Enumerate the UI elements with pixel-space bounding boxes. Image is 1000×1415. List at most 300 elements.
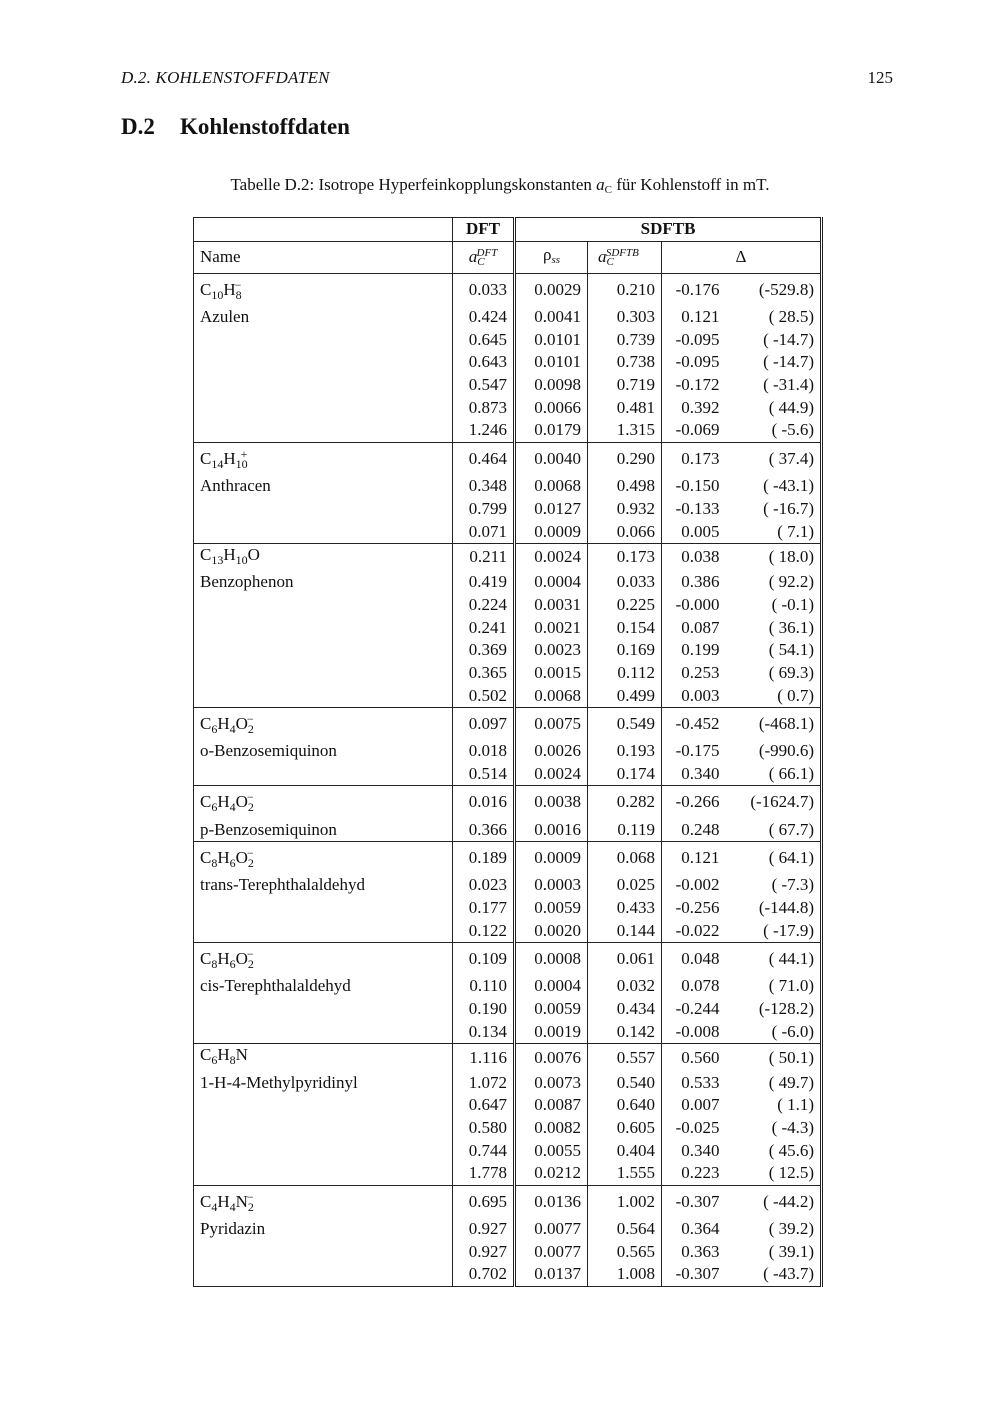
table-row	[194, 919, 822, 942]
dft-a-value: 0.033	[453, 273, 515, 306]
empty-cell	[194, 1263, 453, 1286]
table-row	[194, 396, 822, 419]
delta-value: 0.121	[681, 307, 720, 327]
delta-percent-value: ( -14.7)	[726, 328, 822, 351]
header-dft-a-symbol: a	[468, 246, 478, 266]
molecule-formula: $C_6H_8N$	[194, 1044, 453, 1072]
sdftb-a-value: 0.066	[588, 520, 662, 543]
sdftb-a-value: 0.932	[588, 498, 662, 521]
empty-cell	[194, 919, 453, 942]
rho-ss-value: 0.0073	[515, 1071, 588, 1094]
molecule-name: Pyridazin	[194, 1218, 453, 1241]
rho-ss-value: 0.0019	[515, 1021, 588, 1044]
rho-ss-value: 0.0055	[515, 1139, 588, 1162]
molecule-name: 1-H-4-Methylpyridinyl	[194, 1071, 453, 1094]
delta-percent-value: ( 37.4)	[726, 442, 822, 475]
table-row	[194, 1094, 822, 1117]
table-row	[194, 818, 822, 841]
empty-cell	[194, 763, 453, 786]
delta-value: 0.048	[662, 943, 726, 976]
rho-ss-value: 0.0024	[515, 763, 588, 786]
sdftb-a-value: 1.002	[588, 1185, 662, 1218]
delta-percent-value: ( 44.9)	[726, 396, 822, 419]
sdftb-a-value: 0.068	[588, 842, 662, 875]
molecule-formula: $C_8H_6O_2^-$	[194, 943, 453, 976]
dft-a-value: 0.097	[453, 708, 515, 741]
table-row	[194, 351, 822, 374]
section-title: Kohlenstoffdaten	[180, 114, 350, 139]
table-caption	[0, 175, 1000, 196]
delta-value: 0.392	[681, 397, 720, 417]
table-row	[194, 419, 822, 442]
molecule-name: o-Benzosemiquinon	[194, 740, 453, 763]
delta-percent-value: ( -4.3)	[726, 1117, 822, 1140]
delta-percent-value: ( 69.3)	[726, 662, 822, 685]
molecule-name: trans-Terephthalaldehyd	[194, 874, 453, 897]
delta-value: 0.038	[662, 543, 726, 571]
dft-a-value: 0.702	[453, 1263, 515, 1286]
delta-value: -0.175	[675, 741, 720, 761]
caption-suffix: für Kohlenstoff in mT.	[611, 175, 770, 194]
delta-value: 0.173	[662, 442, 726, 475]
rho-ss-value: 0.0068	[515, 684, 588, 707]
delta-percent-value: ( 18.0)	[726, 543, 822, 571]
delta-value: 0.560	[662, 1044, 726, 1072]
delta-percent-value: ( 28.5)	[726, 306, 822, 329]
empty-cell	[194, 498, 453, 521]
sdftb-a-value: 0.719	[588, 374, 662, 397]
delta-value: -0.150	[675, 476, 720, 496]
delta-percent-value: ( 66.1)	[726, 763, 822, 786]
dft-a-value: 0.873	[453, 396, 515, 419]
empty-cell	[194, 520, 453, 543]
sdftb-a-value: 0.739	[588, 328, 662, 351]
molecule-formula: $C_6H_4O_2^-$	[194, 708, 453, 741]
empty-cell	[194, 374, 453, 397]
dft-a-value: 0.369	[453, 639, 515, 662]
dft-a-value: 0.018	[453, 740, 515, 763]
delta-percent-value: (-1624.7)	[726, 786, 822, 819]
molecule-name: Anthracen	[194, 475, 453, 498]
rho-ss-value: 0.0041	[515, 306, 588, 329]
caption-prefix: Tabelle D.2: Isotrope Hyperfeinkopplungskonstanten	[230, 175, 597, 194]
dft-a-value: 0.109	[453, 943, 515, 976]
sdftb-a-value: 1.008	[588, 1263, 662, 1286]
delta-percent-value: ( -43.7)	[726, 1263, 822, 1286]
empty-cell	[194, 1094, 453, 1117]
dft-a-value: 0.645	[453, 328, 515, 351]
delta-percent-value: (-128.2)	[726, 998, 822, 1021]
table-row	[194, 442, 822, 475]
delta-percent-value: ( -16.7)	[726, 498, 822, 521]
delta-value: 0.386	[681, 572, 720, 592]
empty-cell	[194, 351, 453, 374]
sdftb-a-value: 0.557	[588, 1044, 662, 1072]
empty-cell	[194, 639, 453, 662]
delta-percent-value: ( 1.1)	[726, 1094, 822, 1117]
delta-value: -0.025	[675, 1117, 720, 1137]
header-sdftb: SDFTB	[515, 218, 822, 242]
rho-ss-value: 0.0136	[515, 1185, 588, 1218]
molecule-formula: $C_{13}H_{10}O$	[194, 543, 453, 571]
rho-ss-value: 0.0009	[515, 842, 588, 875]
dft-a-value: 0.464	[453, 442, 515, 475]
rho-ss-value: 0.0127	[515, 498, 588, 521]
delta-percent-value: ( 44.1)	[726, 943, 822, 976]
sdftb-a-value: 0.174	[588, 763, 662, 786]
sdftb-a-value: 0.498	[588, 475, 662, 498]
sdftb-a-value: 0.144	[588, 919, 662, 942]
dft-a-value: 0.927	[453, 1240, 515, 1263]
delta-percent-value: ( -17.9)	[726, 919, 822, 942]
header-name: Name	[194, 241, 453, 273]
rho-ss-value: 0.0008	[515, 943, 588, 976]
sdftb-a-value: 0.142	[588, 1021, 662, 1044]
rho-ss-value: 0.0024	[515, 543, 588, 571]
delta-percent-value: (-990.6)	[726, 740, 822, 763]
dft-a-value: 0.016	[453, 786, 515, 819]
rho-ss-value: 0.0098	[515, 374, 588, 397]
delta-percent-value: ( 39.2)	[726, 1218, 822, 1241]
rho-ss-value: 0.0029	[515, 273, 588, 306]
section-heading	[121, 114, 350, 140]
delta-value: 0.223	[681, 1163, 720, 1183]
sdftb-a-value: 0.303	[588, 306, 662, 329]
table-row	[194, 1021, 822, 1044]
delta-percent-value: ( 0.7)	[726, 684, 822, 707]
empty-cell	[194, 616, 453, 639]
delta-value: -0.022	[675, 920, 720, 940]
rho-ss-value: 0.0026	[515, 740, 588, 763]
delta-percent-value: ( 12.5)	[726, 1162, 822, 1185]
table-row	[194, 786, 822, 819]
delta-value: -0.095	[675, 352, 720, 372]
rho-ss-value: 0.0179	[515, 419, 588, 442]
table-row	[194, 594, 822, 617]
delta-percent-value: ( 50.1)	[726, 1044, 822, 1072]
sdftb-a-value: 0.112	[588, 662, 662, 685]
sdftb-a-value: 0.032	[588, 975, 662, 998]
rho-ss-value: 0.0101	[515, 328, 588, 351]
table-row	[194, 763, 822, 786]
dft-a-value: 0.799	[453, 498, 515, 521]
table-row	[194, 975, 822, 998]
table-row	[194, 684, 822, 707]
dft-a-value: 0.071	[453, 520, 515, 543]
table-row	[194, 498, 822, 521]
rho-ss-value: 0.0004	[515, 571, 588, 594]
dft-a-value: 0.424	[453, 306, 515, 329]
empty-cell	[194, 684, 453, 707]
delta-percent-value: ( 54.1)	[726, 639, 822, 662]
dft-a-value: 0.643	[453, 351, 515, 374]
delta-value: 0.005	[681, 521, 720, 541]
rho-ss-value: 0.0076	[515, 1044, 588, 1072]
molecule-formula: $C_6H_4O_2^-$	[194, 786, 453, 819]
rho-ss-value: 0.0009	[515, 520, 588, 543]
header-rho-sub: ss	[551, 253, 561, 266]
caption-symbol: a	[596, 175, 605, 194]
dft-a-value: 0.744	[453, 1139, 515, 1162]
molecule-formula: $C_4H_4N_2^-$	[194, 1185, 453, 1218]
header-rho-symbol: ρ	[542, 244, 552, 264]
dft-a-value: 0.695	[453, 1185, 515, 1218]
empty-cell	[194, 1139, 453, 1162]
header-rho	[515, 241, 588, 273]
empty-cell	[194, 897, 453, 920]
dft-a-value: 0.211	[453, 543, 515, 571]
table-row	[194, 708, 822, 741]
delta-percent-value: ( 7.1)	[726, 520, 822, 543]
table-row	[194, 1117, 822, 1140]
header-dft: DFT	[453, 218, 515, 242]
rho-ss-value: 0.0016	[515, 818, 588, 841]
rho-ss-value: 0.0075	[515, 708, 588, 741]
empty-cell	[194, 419, 453, 442]
dft-a-value: 1.072	[453, 1071, 515, 1094]
rho-ss-value: 0.0212	[515, 1162, 588, 1185]
sdftb-a-value: 0.549	[588, 708, 662, 741]
dft-a-value: 1.778	[453, 1162, 515, 1185]
dft-a-value: 0.224	[453, 594, 515, 617]
dft-a-value: 0.177	[453, 897, 515, 920]
delta-value: -0.000	[675, 594, 720, 614]
delta-value: 0.248	[681, 819, 720, 839]
sdftb-a-value: 0.605	[588, 1117, 662, 1140]
rho-ss-value: 0.0059	[515, 998, 588, 1021]
header-dft-a-sup: DFT	[476, 246, 498, 259]
delta-percent-value: ( 92.2)	[726, 571, 822, 594]
dft-a-value: 0.366	[453, 818, 515, 841]
table-row	[194, 616, 822, 639]
sdftb-a-value: 1.315	[588, 419, 662, 442]
delta-value: 0.363	[681, 1241, 720, 1261]
delta-value: 0.087	[681, 617, 720, 637]
molecule-formula: $C_{14}H_{10}^+$	[194, 442, 453, 475]
delta-percent-value: (-144.8)	[726, 897, 822, 920]
dft-a-value: 0.547	[453, 374, 515, 397]
table-group-header-row	[194, 218, 822, 242]
delta-percent-value: ( -43.1)	[726, 475, 822, 498]
delta-percent-value: ( -5.6)	[726, 419, 822, 442]
rho-ss-value: 0.0004	[515, 975, 588, 998]
rho-ss-value: 0.0101	[515, 351, 588, 374]
dft-a-value: 0.927	[453, 1218, 515, 1241]
empty-cell	[194, 998, 453, 1021]
rho-ss-value: 0.0003	[515, 874, 588, 897]
sdftb-a-value: 0.173	[588, 543, 662, 571]
molecule-formula: $C_{10}H_8^-$	[194, 273, 453, 306]
delta-value: 0.340	[681, 764, 720, 784]
delta-value: 0.121	[662, 842, 726, 875]
table-row	[194, 874, 822, 897]
table-row	[194, 374, 822, 397]
delta-value: -0.307	[662, 1185, 726, 1218]
header-sdftb-a	[588, 241, 662, 273]
delta-percent-value: (-529.8)	[726, 273, 822, 306]
molecule-name: cis-Terephthalaldehyd	[194, 975, 453, 998]
section-number: D.2	[121, 114, 155, 139]
sdftb-a-value: 0.290	[588, 442, 662, 475]
table-row	[194, 1240, 822, 1263]
dft-a-value: 0.023	[453, 874, 515, 897]
table-row	[194, 475, 822, 498]
delta-value: 0.007	[681, 1095, 720, 1115]
rho-ss-value: 0.0068	[515, 475, 588, 498]
sdftb-a-value: 0.169	[588, 639, 662, 662]
sdftb-a-value: 0.282	[588, 786, 662, 819]
running-head-section: D.2. KOHLENSTOFFDATEN	[121, 68, 330, 87]
dft-a-value: 0.348	[453, 475, 515, 498]
molecule-name: Azulen	[194, 306, 453, 329]
sdftb-a-value: 0.499	[588, 684, 662, 707]
table-row	[194, 328, 822, 351]
table-row	[194, 740, 822, 763]
empty-cell	[194, 1021, 453, 1044]
sdftb-a-value: 0.033	[588, 571, 662, 594]
delta-value: 0.253	[681, 662, 720, 682]
molecule-name: p-Benzosemiquinon	[194, 818, 453, 841]
caption-symbol-sub: C	[604, 184, 612, 196]
delta-value: -0.095	[675, 329, 720, 349]
delta-percent-value: ( 36.1)	[726, 616, 822, 639]
rho-ss-value: 0.0038	[515, 786, 588, 819]
dft-a-value: 0.365	[453, 662, 515, 685]
dft-a-value: 0.122	[453, 919, 515, 942]
delta-value: -0.133	[675, 498, 720, 518]
delta-value: 0.078	[681, 976, 720, 996]
delta-value: -0.307	[662, 1263, 726, 1286]
sdftb-a-value: 1.555	[588, 1162, 662, 1185]
table-row	[194, 1071, 822, 1094]
delta-percent-value: ( -7.3)	[726, 874, 822, 897]
molecule-formula: $C_8H_6O_2^-$	[194, 842, 453, 875]
table-row	[194, 639, 822, 662]
sdftb-a-value: 0.640	[588, 1094, 662, 1117]
delta-value: 0.364	[681, 1218, 720, 1238]
table-row	[194, 520, 822, 543]
rho-ss-value: 0.0077	[515, 1240, 588, 1263]
table-row	[194, 998, 822, 1021]
delta-value: -0.172	[675, 375, 720, 395]
table-row	[194, 943, 822, 976]
empty-cell	[194, 1162, 453, 1185]
rho-ss-value: 0.0031	[515, 594, 588, 617]
sdftb-a-value: 0.119	[588, 818, 662, 841]
sdftb-a-value: 0.540	[588, 1071, 662, 1094]
delta-value: 0.340	[681, 1140, 720, 1160]
dft-a-value: 0.514	[453, 763, 515, 786]
delta-value: -0.176	[662, 273, 726, 306]
delta-percent-value: ( 67.7)	[726, 818, 822, 841]
sdftb-a-value: 0.481	[588, 396, 662, 419]
table-body	[194, 273, 822, 1286]
dft-a-value: 0.134	[453, 1021, 515, 1044]
empty-cell	[194, 662, 453, 685]
rho-ss-value: 0.0077	[515, 1218, 588, 1241]
table-row	[194, 842, 822, 875]
dft-a-value: 0.502	[453, 684, 515, 707]
delta-percent-value: ( -0.1)	[726, 594, 822, 617]
table-row	[194, 1139, 822, 1162]
table-row	[194, 273, 822, 306]
molecule-name: Benzophenon	[194, 571, 453, 594]
dft-a-value: 1.246	[453, 419, 515, 442]
running-head	[121, 68, 893, 88]
rho-ss-value: 0.0087	[515, 1094, 588, 1117]
empty-cell	[194, 1240, 453, 1263]
delta-percent-value: ( -44.2)	[726, 1185, 822, 1218]
table-column-header-row	[194, 241, 822, 273]
delta-percent-value: ( -31.4)	[726, 374, 822, 397]
hyperfine-table	[193, 217, 823, 1287]
header-delta: Δ	[662, 241, 822, 273]
header-sdftb-a-sup: SDFTB	[605, 246, 639, 259]
delta-percent-value: ( 45.6)	[726, 1139, 822, 1162]
delta-value: -0.069	[675, 420, 720, 440]
delta-percent-value: ( 49.7)	[726, 1071, 822, 1094]
sdftb-a-value: 0.193	[588, 740, 662, 763]
table-row	[194, 543, 822, 571]
dft-a-value: 0.241	[453, 616, 515, 639]
header-dft-a	[453, 241, 515, 273]
sdftb-a-value: 0.738	[588, 351, 662, 374]
delta-value: -0.266	[662, 786, 726, 819]
dft-a-value: 1.116	[453, 1044, 515, 1072]
rho-ss-value: 0.0040	[515, 442, 588, 475]
empty-cell	[194, 1117, 453, 1140]
delta-value: -0.256	[675, 898, 720, 918]
table-row	[194, 571, 822, 594]
header-sdftb-a-sub: C	[606, 255, 614, 268]
table-row	[194, 1044, 822, 1072]
sdftb-a-value: 0.210	[588, 273, 662, 306]
dft-a-value: 0.647	[453, 1094, 515, 1117]
table-row	[194, 662, 822, 685]
delta-percent-value: ( 39.1)	[726, 1240, 822, 1263]
delta-value: 0.533	[681, 1072, 720, 1092]
table-row	[194, 1263, 822, 1286]
header-sdftb-a-symbol: a	[598, 246, 607, 266]
empty-cell	[194, 328, 453, 351]
rho-ss-value: 0.0020	[515, 919, 588, 942]
dft-a-value: 0.580	[453, 1117, 515, 1140]
delta-value: 0.003	[681, 685, 720, 705]
empty-cell	[194, 594, 453, 617]
rho-ss-value: 0.0059	[515, 897, 588, 920]
sdftb-a-value: 0.025	[588, 874, 662, 897]
rho-ss-value: 0.0021	[515, 616, 588, 639]
table-row	[194, 897, 822, 920]
sdftb-a-value: 0.061	[588, 943, 662, 976]
delta-value: 0.199	[681, 640, 720, 660]
sdftb-a-value: 0.154	[588, 616, 662, 639]
sdftb-a-value: 0.404	[588, 1139, 662, 1162]
header-dft-a-sub: C	[477, 255, 485, 268]
delta-value: -0.452	[662, 708, 726, 741]
sdftb-a-value: 0.564	[588, 1218, 662, 1241]
rho-ss-value: 0.0082	[515, 1117, 588, 1140]
dft-a-value: 0.190	[453, 998, 515, 1021]
dft-a-value: 0.110	[453, 975, 515, 998]
delta-percent-value: ( -6.0)	[726, 1021, 822, 1044]
dft-a-value: 0.419	[453, 571, 515, 594]
delta-value: -0.008	[675, 1021, 720, 1041]
delta-value: -0.244	[675, 999, 720, 1019]
sdftb-a-value: 0.225	[588, 594, 662, 617]
sdftb-a-value: 0.433	[588, 897, 662, 920]
rho-ss-value: 0.0015	[515, 662, 588, 685]
